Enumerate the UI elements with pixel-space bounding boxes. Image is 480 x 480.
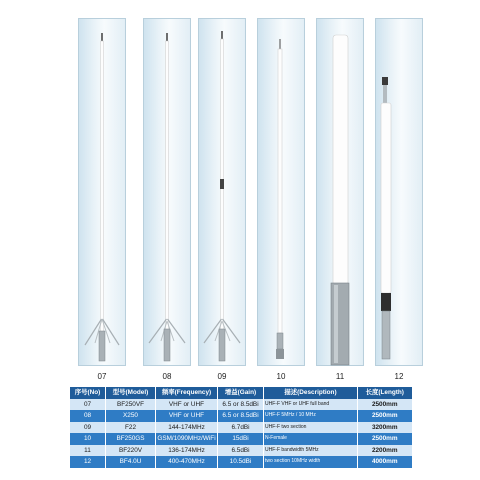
cell-no: 11 [70,445,106,457]
antenna-09-image [199,19,247,367]
cell-description: two section 10MHz width [264,456,358,468]
cell-no: 07 [70,399,106,411]
cell-length: 2500mm [358,399,412,411]
product-panel-11 [316,18,364,366]
cell-model: BF250VF [106,399,156,411]
table-row [70,456,412,468]
table-row [70,445,412,457]
cell-model: F22 [106,422,156,434]
cell-frequency: VHF or UHF [156,410,218,422]
cell-length: 2200mm [358,445,412,457]
cell-description: UHF-F VHF or UHF full band [264,399,358,411]
table-row [70,422,412,434]
product-panel-08 [143,18,191,366]
product-label-09: 09 [217,372,227,381]
cell-model: BF4.0U [106,456,156,468]
cell-frequency: GSM/1090MHz/WiFi [156,433,218,445]
cell-gain: 6.5dBi [218,445,264,457]
cell-no: 10 [70,433,106,445]
header-no: 序号(No) [70,387,106,399]
header-length: 长度(Length) [358,387,412,399]
antenna-10-image [258,19,306,367]
cell-model: X250 [106,410,156,422]
product-label-11: 11 [335,372,345,381]
cell-gain: 6.7dBi [218,422,264,434]
cell-gain: 6.5 or 8.5dBi [218,399,264,411]
header-description: 描述(Description) [264,387,358,399]
cell-model: BF250GS [106,433,156,445]
header-frequency: 频率(Frequency) [156,387,218,399]
product-label-10: 10 [276,372,286,381]
table-row [70,399,412,411]
product-label-12: 12 [394,372,404,381]
cell-description: N-Female [264,433,358,445]
cell-no: 08 [70,410,106,422]
cell-frequency: 144-174MHz [156,422,218,434]
cell-length: 3200mm [358,422,412,434]
antenna-08-image [144,19,192,367]
table-row [70,410,412,422]
cell-description: UHF-F bandwidth 5MHz [264,445,358,457]
cell-no: 12 [70,456,106,468]
cell-description: UHF-F 5MHz / 10 MHz [264,410,358,422]
product-label-08: 08 [162,372,172,381]
product-panel-12 [375,18,423,366]
header-model: 型号(Model) [106,387,156,399]
header-gain: 增益(Gain) [218,387,264,399]
cell-frequency: VHF or UHF [156,399,218,411]
cell-length: 2500mm [358,410,412,422]
product-panel-10 [257,18,305,366]
cell-length: 4000mm [358,456,412,468]
cell-frequency: 136-174MHz [156,445,218,457]
spec-table [69,387,412,468]
cell-model: BF220V [106,445,156,457]
antenna-12-image [376,19,424,367]
product-panel-09 [198,18,246,366]
cell-description: UHF-F two section [264,422,358,434]
cell-gain: 6.5 or 8.5dBi [218,410,264,422]
cell-no: 09 [70,422,106,434]
cell-gain: 10.5dBi [218,456,264,468]
table-row [70,433,412,445]
cell-length: 2500mm [358,433,412,445]
cell-frequency: 400-470MHz [156,456,218,468]
product-label-07: 07 [97,372,107,381]
product-panel-07 [78,18,126,366]
table-header-row [70,387,412,399]
antenna-07-image [79,19,127,367]
antenna-11-image [317,19,365,367]
cell-gain: 15dBi [218,433,264,445]
